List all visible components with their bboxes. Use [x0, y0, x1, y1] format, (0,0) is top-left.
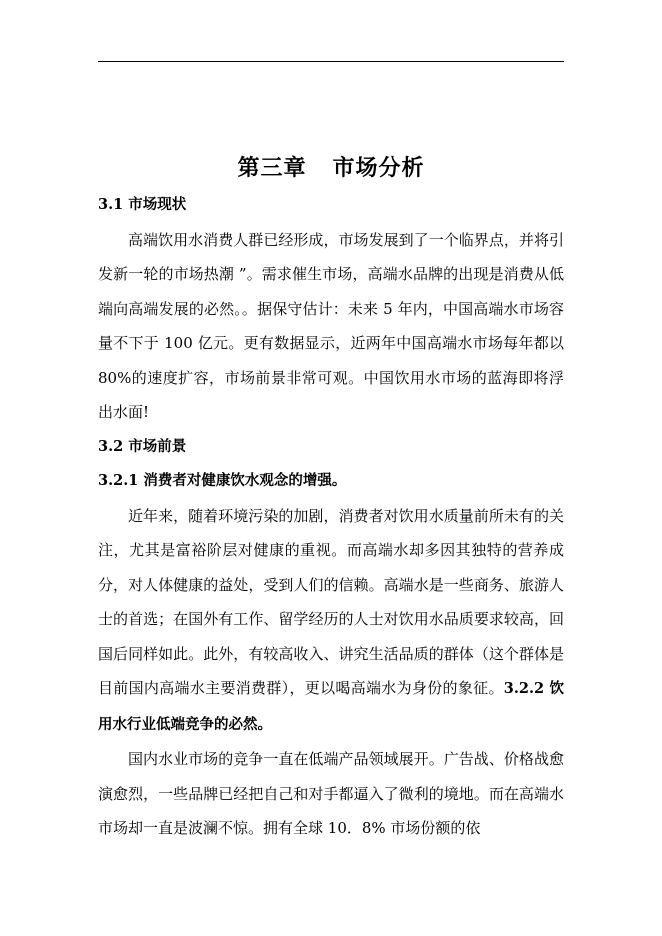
paragraph-3-2-1	[98, 499, 564, 743]
section-heading-3-2-2: 3.2.2 饮用水行业低端竞争的必然。	[98, 680, 564, 733]
paragraph-3-2-1-text: 近年来，随着环境污染的加剧，消费者对饮用水质量前所未有的关注，尤其是富裕阶层对健康的重视。而高端水却多因其独特的营养成分，对人体健康的益处，受到人们的信赖。高端水是一些商务、旅游人士的首选；在国外有工作、留学经历的人士对饮用水品质要求较高，回国后同样如此。此外，有较高收入、讲究生活品质的群体（这个群体是目前国内高端水主要消费群），更以喝高端水为身份的象征。	[98, 506, 564, 697]
page-content	[98, 148, 564, 846]
chapter-name: 市场分析	[332, 155, 425, 181]
section-heading-3-1: 3.1 市场现状	[98, 196, 187, 213]
section-heading-3-2: 3.2 市场前景	[98, 437, 187, 455]
chapter-title	[98, 148, 564, 188]
paragraph-3-1: 高端饮用水消费人群已经形成，市场发展到了一个临界点，并将引发新一轮的市场热潮 ”。需求催生市场，高端水品牌的出现是消费从低端向高端发展的必然。。据保守估计：未来 5 年内，中国高端水市场容量不下于 100 亿元。更有数据显示，近两年中国高端水市场每年都以 80%的速度扩容，市场前景非常可观。中国饮用水市场的蓝海即将浮出水面!	[98, 230, 564, 421]
section-heading-3-2-1: 3.2.1 消费者对健康饮水观念的增强。	[98, 472, 347, 489]
chapter-number: 第三章	[237, 155, 307, 181]
paragraph-3-2-2: 国内水业市场的竞争一直在低端产品领域展开。广告战、价格战愈演愈烈，一些品牌已经把自己和对手都逼入了微利的境地。而在高端水市场却一直是波澜不惊。拥有全球 10．8% 市场份额的依	[98, 750, 564, 837]
header-rule	[98, 61, 564, 62]
